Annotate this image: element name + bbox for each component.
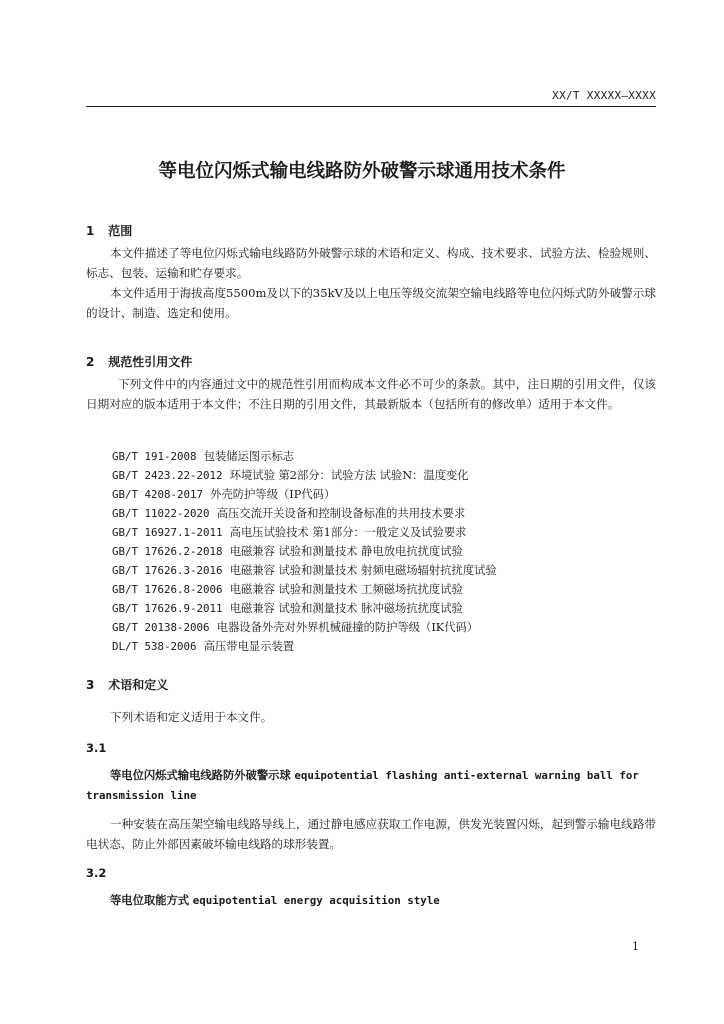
- reference-item: GB/T 17626.3-2016 电磁兼容 试验和测量技术 射频电磁场辐射抗扰度试验: [112, 564, 497, 577]
- reference-list: [112, 447, 497, 656]
- scope-paragraph-2: 本文件适用于海拔高度5500m及以下的35kV及以上电压等级交流架空输电线路等电位闪烁式防外破警示球的设计、制造、选定和使用。: [86, 286, 656, 320]
- standard-code: XX/T XXXXX—XXXX: [552, 89, 656, 102]
- section-1-heading: [86, 222, 132, 239]
- section-title: 范围: [108, 224, 133, 238]
- reference-item: GB/T 17626.8-2006 电磁兼容 试验和测量技术 工频磁场抗扰度试验: [112, 583, 463, 596]
- reference-item: GB/T 20138-2006 电器设备外壳对外界机械碰撞的防护等级（IK代码）: [112, 621, 479, 634]
- reference-item: GB/T 11022-2020 高压交流开关设备和控制设备标准的共用技术要求: [112, 507, 466, 520]
- terms-intro: 下列术语和定义适用于本文件。: [110, 710, 273, 724]
- section-title: 规范性引用文件: [108, 355, 193, 369]
- scope-paragraph-1: 本文件描述了等电位闪烁式输电线路防外破警示球的术语和定义、构成、技术要求、试验方法、检验规则、标志、包装、运输和贮存要求。: [86, 246, 656, 280]
- term-3-2: [86, 891, 656, 911]
- term-3-2-number: 3.2: [86, 866, 107, 880]
- section-3-heading: [86, 676, 168, 693]
- normative-references-intro: 下列文件中的内容通过文中的规范性引用而构成本文件必不可少的条款。其中，注日期的引用文件，仅该日期对应的版本适用于本文件；不注日期的引用文件，其最新版本（包括所有的修改单）适用于本文件。: [86, 377, 656, 411]
- term-3-1: [86, 766, 656, 806]
- reference-item: GB/T 191-2008 包装储运图示标志: [112, 450, 295, 463]
- section-number: 3: [86, 678, 95, 692]
- reference-item: GB/T 2423.22-2012 环境试验 第2部分：试验方法 试验N：温度变化: [112, 469, 469, 482]
- section-2-heading: [86, 353, 192, 370]
- term-3-1-number: 3.1: [86, 741, 107, 755]
- section-number: 2: [86, 355, 95, 369]
- page-number: 1: [632, 940, 639, 953]
- section-title: 术语和定义: [108, 678, 169, 692]
- section-number: 1: [86, 224, 95, 238]
- term-english: equipotential energy acquisition style: [192, 894, 440, 907]
- reference-item: GB/T 17626.2-2018 电磁兼容 试验和测量技术 静电放电抗扰度试验: [112, 545, 463, 558]
- term-3-1-definition: 一种安装在高压架空输电线路导线上，通过静电感应获取工作电源，供发光装置闪烁，起到警示输电线路带电状态、防止外部因素破坏输电线路的球形装置。: [86, 817, 656, 851]
- reference-item: GB/T 16927.1-2011 高电压试验技术 第1部分：一般定义及试验要求: [112, 526, 467, 539]
- reference-item: GB/T 4208-2017 外壳防护等级（IP代码）: [112, 488, 336, 501]
- term-chinese: 等电位闪烁式输电线路防外破警示球: [110, 769, 291, 782]
- reference-item: DL/T 538-2006 高压带电显示装置: [112, 640, 295, 653]
- term-english: equipotential flashing anti-external warning ball for transmission line: [86, 769, 639, 802]
- document-title: 等电位闪烁式输电线路防外破警示球通用技术条件: [158, 161, 566, 182]
- header-rule: [86, 106, 656, 107]
- reference-item: GB/T 17626.9-2011 电磁兼容 试验和测量技术 脉冲磁场抗扰度试验: [112, 602, 463, 615]
- term-chinese: 等电位取能方式: [110, 894, 190, 907]
